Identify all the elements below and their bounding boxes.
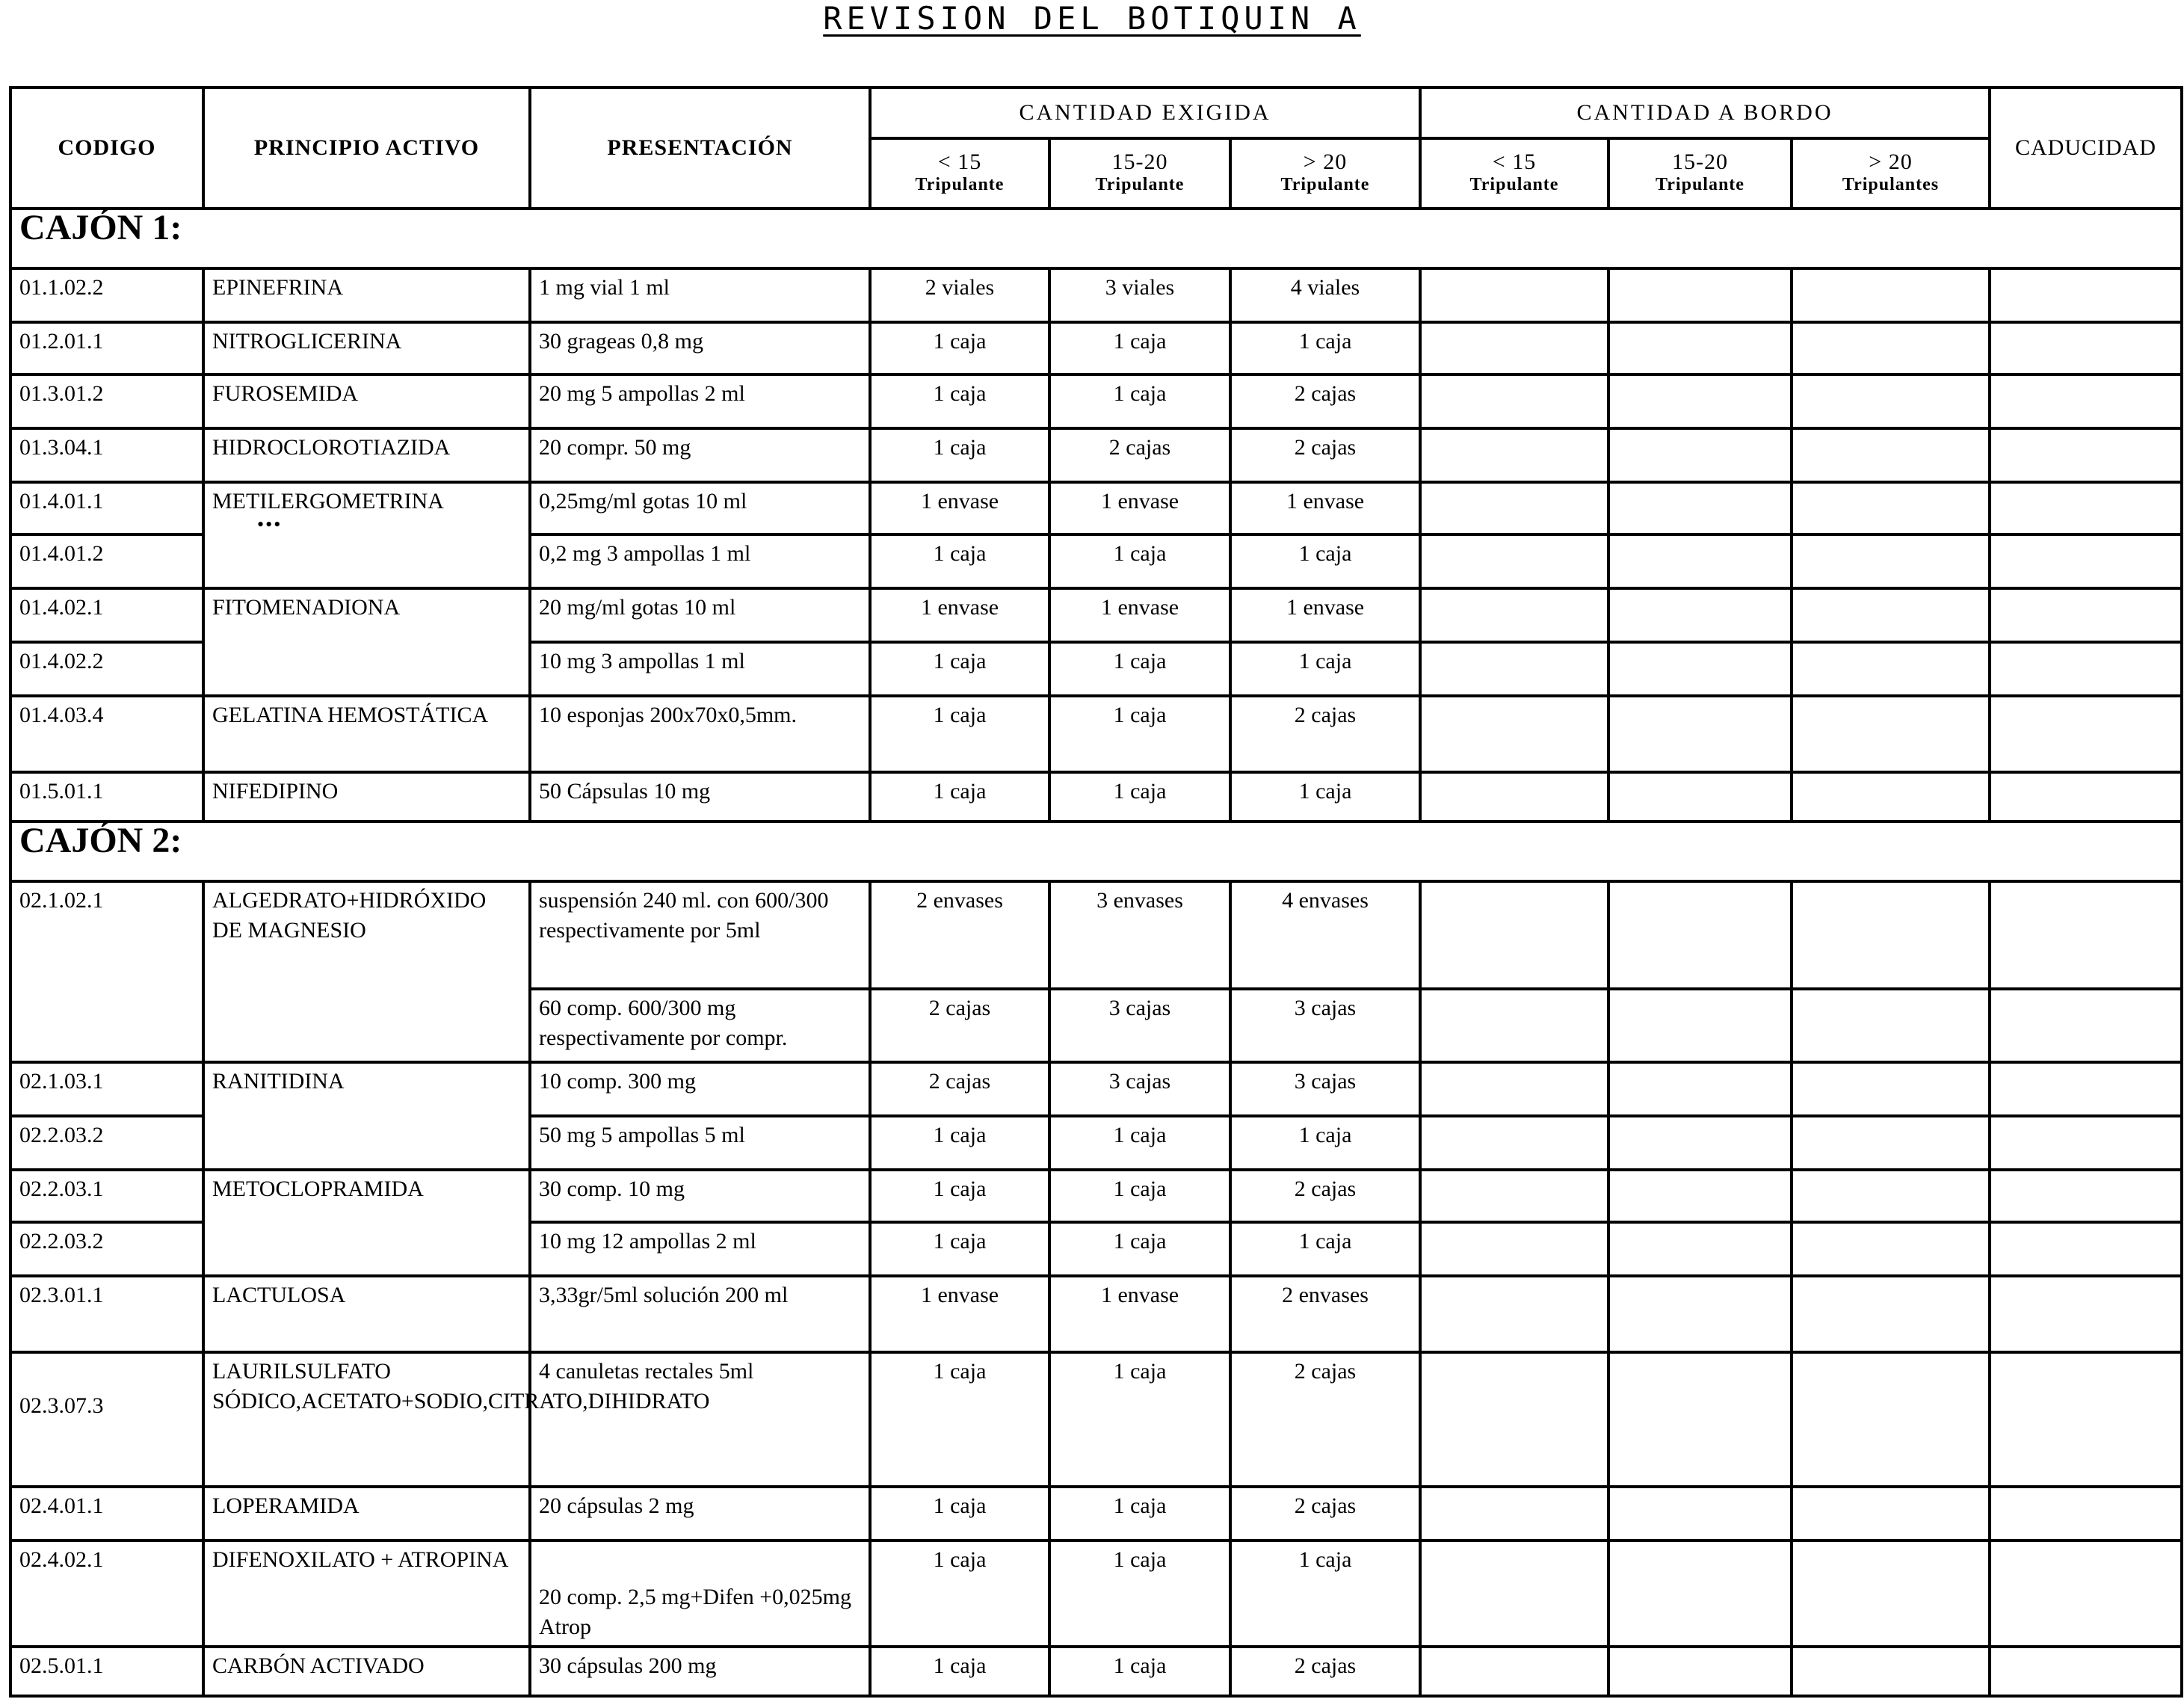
cell-exigida-15-20: 1 caja <box>1049 696 1230 772</box>
header-presentacion: PRESENTACIÓN <box>530 87 870 209</box>
page-title <box>0 0 2184 37</box>
cell-bordo-15-20[interactable] <box>1608 428 1792 482</box>
cell-bordo-gt20[interactable] <box>1792 482 1990 534</box>
cell-bordo-15-20[interactable] <box>1608 268 1792 322</box>
cell-bordo-gt20[interactable] <box>1792 1276 1990 1352</box>
cell-caducidad[interactable] <box>1990 1647 2182 1696</box>
cell-caducidad[interactable] <box>1990 1487 2182 1541</box>
table-row <box>10 1647 2182 1696</box>
cell-bordo-15-20[interactable] <box>1608 588 1792 642</box>
cell-code: 02.3.07.3 <box>10 1352 203 1487</box>
cell-exigida-gt20: 1 envase <box>1230 482 1420 534</box>
cell-bordo-lt15[interactable] <box>1420 268 1608 322</box>
cell-caducidad[interactable] <box>1990 1222 2182 1276</box>
cell-bordo-15-20[interactable] <box>1608 1487 1792 1541</box>
cell-principio: CARBÓN ACTIVADO <box>203 1647 530 1696</box>
cell-bordo-gt20[interactable] <box>1792 1647 1990 1696</box>
table-row <box>10 696 2182 772</box>
cell-code: 02.5.01.1 <box>10 1647 203 1696</box>
cell-bordo-15-20[interactable] <box>1608 482 1792 534</box>
cell-bordo-15-20[interactable] <box>1608 374 1792 428</box>
cell-presentacion: 10 mg 12 ampollas 2 ml <box>530 1222 870 1276</box>
cell-presentacion: 0,25mg/ml gotas 10 ml <box>530 482 870 534</box>
cell-caducidad[interactable] <box>1990 1352 2182 1487</box>
cell-bordo-gt20[interactable] <box>1792 772 1990 821</box>
cell-bordo-lt15[interactable] <box>1420 374 1608 428</box>
cell-bordo-15-20[interactable] <box>1608 642 1792 696</box>
cell-bordo-gt20[interactable] <box>1792 428 1990 482</box>
cell-exigida-15-20: 2 cajas <box>1049 428 1230 482</box>
cell-exigida-gt20: 2 cajas <box>1230 374 1420 428</box>
cell-bordo-15-20[interactable] <box>1608 1062 1792 1116</box>
cell-caducidad[interactable] <box>1990 881 2182 989</box>
cell-bordo-lt15[interactable] <box>1420 1647 1608 1696</box>
cell-principio: LACTULOSA <box>203 1276 530 1352</box>
header-label: Tripulante <box>1656 175 1745 194</box>
cell-caducidad[interactable] <box>1990 268 2182 322</box>
header-exigida-lt15 <box>870 138 1049 209</box>
cell-exigida-15-20: 1 envase <box>1049 588 1230 642</box>
cell-bordo-gt20[interactable] <box>1792 881 1990 989</box>
cell-code: 02.1.02.1 <box>10 881 203 1062</box>
cell-exigida-lt15: 1 caja <box>870 1487 1049 1541</box>
cell-bordo-lt15[interactable] <box>1420 1541 1608 1647</box>
cell-exigida-15-20: 1 caja <box>1049 772 1230 821</box>
cell-caducidad[interactable] <box>1990 1116 2182 1170</box>
cell-bordo-gt20[interactable] <box>1792 374 1990 428</box>
cell-exigida-gt20: 2 cajas <box>1230 696 1420 772</box>
cell-bordo-lt15[interactable] <box>1420 989 1608 1062</box>
header-label: Tripulante <box>1095 175 1185 194</box>
cell-presentacion: 20 comp. 2,5 mg+Difen +0,025mg Atrop <box>530 1541 870 1647</box>
cell-caducidad[interactable] <box>1990 642 2182 696</box>
cell-bordo-lt15[interactable] <box>1420 428 1608 482</box>
cell-exigida-15-20: 1 caja <box>1049 534 1230 588</box>
cell-bordo-lt15[interactable] <box>1420 588 1608 642</box>
cell-code: 02.3.01.1 <box>10 1276 203 1352</box>
cell-principio: METOCLOPRAMIDA <box>203 1170 530 1276</box>
cell-bordo-15-20[interactable] <box>1608 772 1792 821</box>
medicine-kit-table <box>9 86 2183 1698</box>
cell-code: 02.1.03.1 <box>10 1062 203 1116</box>
cell-presentacion: 1 mg vial 1 ml <box>530 268 870 322</box>
cell-exigida-gt20: 1 caja <box>1230 772 1420 821</box>
cell-principio: NITROGLICERINA <box>203 322 530 374</box>
cell-exigida-15-20: 1 envase <box>1049 1276 1230 1352</box>
cell-caducidad[interactable] <box>1990 696 2182 772</box>
table-row <box>10 322 2182 374</box>
cell-bordo-lt15[interactable] <box>1420 1222 1608 1276</box>
header-label: Tripulantes <box>1842 175 1940 194</box>
table-row <box>10 1170 2182 1222</box>
cell-code: 01.4.03.4 <box>10 696 203 772</box>
cell-exigida-lt15: 1 caja <box>870 322 1049 374</box>
cell-exigida-15-20: 1 caja <box>1049 642 1230 696</box>
cell-presentacion: 20 mg 5 ampollas 2 ml <box>530 374 870 428</box>
cell-exigida-15-20: 1 caja <box>1049 1352 1230 1487</box>
cell-bordo-15-20[interactable] <box>1608 1541 1792 1647</box>
cell-exigida-15-20: 3 cajas <box>1049 1062 1230 1116</box>
cell-bordo-gt20[interactable] <box>1792 989 1990 1062</box>
cell-bordo-lt15[interactable] <box>1420 1170 1608 1222</box>
cell-exigida-15-20: 1 caja <box>1049 1647 1230 1696</box>
cell-exigida-15-20: 3 viales <box>1049 268 1230 322</box>
header-label: Tripulante <box>915 175 1005 194</box>
header-label: Tripulante <box>1280 175 1370 194</box>
cell-bordo-gt20[interactable] <box>1792 1116 1990 1170</box>
table-row <box>10 1276 2182 1352</box>
table-row <box>10 374 2182 428</box>
cell-presentacion: 20 cápsulas 2 mg <box>530 1487 870 1541</box>
cell-presentacion: 30 comp. 10 mg <box>530 1170 870 1222</box>
header-exigida-15-20 <box>1049 138 1230 209</box>
cell-exigida-lt15: 1 caja <box>870 374 1049 428</box>
cell-presentacion: 50 mg 5 ampollas 5 ml <box>530 1116 870 1170</box>
cell-bordo-lt15[interactable] <box>1420 772 1608 821</box>
cell-presentacion: 4 canuletas rectales 5ml <box>530 1352 870 1487</box>
cell-bordo-lt15[interactable] <box>1420 1062 1608 1116</box>
drawer-2 <box>10 821 2182 1696</box>
cell-exigida-gt20: 2 cajas <box>1230 1352 1420 1487</box>
cell-principio: FITOMENADIONA <box>203 588 530 696</box>
cell-principio: EPINEFRINA <box>203 268 530 322</box>
cell-bordo-gt20[interactable] <box>1792 322 1990 374</box>
cell-principio: RANITIDINA <box>203 1062 530 1170</box>
cell-code: 01.4.01.1 <box>10 482 203 534</box>
cell-code: 01.3.04.1 <box>10 428 203 482</box>
cell-principio <box>203 482 530 588</box>
cell-exigida-gt20: 3 cajas <box>1230 1062 1420 1116</box>
header-principio-activo: PRINCIPIO ACTIVO <box>203 87 530 209</box>
table-header <box>10 87 2182 209</box>
cell-bordo-15-20[interactable] <box>1608 1276 1792 1352</box>
header-num: 15-20 <box>1672 149 1728 174</box>
cell-bordo-lt15[interactable] <box>1420 1352 1608 1487</box>
cell-presentacion: 30 cápsulas 200 mg <box>530 1647 870 1696</box>
cell-exigida-lt15: 1 caja <box>870 534 1049 588</box>
cell-code: 02.2.03.2 <box>10 1116 203 1170</box>
cell-bordo-lt15[interactable] <box>1420 1276 1608 1352</box>
cell-exigida-lt15: 1 envase <box>870 482 1049 534</box>
cell-bordo-lt15[interactable] <box>1420 322 1608 374</box>
cell-bordo-15-20[interactable] <box>1608 1352 1792 1487</box>
table-row <box>10 588 2182 642</box>
cell-code: 01.2.01.1 <box>10 322 203 374</box>
header-num: > 20 <box>1303 149 1348 174</box>
cell-exigida-15-20: 1 caja <box>1049 1170 1230 1222</box>
cell-principio: GELATINA HEMOSTÁTICA <box>203 696 530 772</box>
cell-code: 01.4.02.1 <box>10 588 203 642</box>
cell-presentacion: 20 compr. 50 mg <box>530 428 870 482</box>
cell-exigida-15-20: 1 caja <box>1049 1541 1230 1647</box>
cell-caducidad[interactable] <box>1990 772 2182 821</box>
cell-bordo-15-20[interactable] <box>1608 1170 1792 1222</box>
header-cantidad-exigida: CANTIDAD EXIGIDA <box>870 87 1420 138</box>
cell-exigida-gt20: 4 viales <box>1230 268 1420 322</box>
cell-code: 01.1.02.2 <box>10 268 203 322</box>
cell-caducidad[interactable] <box>1990 1541 2182 1647</box>
cell-exigida-lt15: 1 envase <box>870 588 1049 642</box>
table-row <box>10 428 2182 482</box>
section-title: CAJÓN 1: <box>10 209 2182 268</box>
cell-caducidad[interactable] <box>1990 1170 2182 1222</box>
cell-exigida-gt20: 2 cajas <box>1230 1170 1420 1222</box>
header-exigida-gt20 <box>1230 138 1420 209</box>
cell-code: 02.2.03.1 <box>10 1170 203 1222</box>
cell-bordo-gt20[interactable] <box>1792 1062 1990 1116</box>
cell-exigida-gt20: 4 envases <box>1230 881 1420 989</box>
cell-exigida-gt20: 1 caja <box>1230 642 1420 696</box>
table-row <box>10 1541 2182 1647</box>
cell-caducidad[interactable] <box>1990 1062 2182 1116</box>
cell-exigida-lt15: 1 caja <box>870 1116 1049 1170</box>
cell-bordo-15-20[interactable] <box>1608 696 1792 772</box>
cell-exigida-15-20: 1 caja <box>1049 1116 1230 1170</box>
header-cantidad-a-bordo: CANTIDAD A BORDO <box>1420 87 1990 138</box>
cell-bordo-15-20[interactable] <box>1608 881 1792 989</box>
cell-principio: FUROSEMIDA <box>203 374 530 428</box>
cell-exigida-lt15: 1 caja <box>870 1352 1049 1487</box>
cell-bordo-15-20[interactable] <box>1608 1647 1792 1696</box>
cell-bordo-gt20[interactable] <box>1792 534 1990 588</box>
cell-caducidad[interactable] <box>1990 322 2182 374</box>
cell-exigida-lt15: 1 envase <box>870 1276 1049 1352</box>
cell-bordo-gt20[interactable] <box>1792 588 1990 642</box>
header-bordo-gt20 <box>1792 138 1990 209</box>
cell-presentacion: 60 comp. 600/300 mg respectivamente por compr. <box>530 989 870 1062</box>
cell-presentacion: 0,2 mg 3 ampollas 1 ml <box>530 534 870 588</box>
cell-principio: DIFENOXILATO + ATROPINA <box>203 1541 530 1647</box>
cell-bordo-gt20[interactable] <box>1792 1222 1990 1276</box>
section-title: CAJÓN 2: <box>10 821 2182 881</box>
cell-bordo-lt15[interactable] <box>1420 1116 1608 1170</box>
cell-code: 01.5.01.1 <box>10 772 203 821</box>
cell-code: 02.4.01.1 <box>10 1487 203 1541</box>
drawer-1 <box>10 209 2182 821</box>
cell-exigida-gt20: 1 envase <box>1230 588 1420 642</box>
cell-principio: NIFEDIPINO <box>203 772 530 821</box>
cell-caducidad[interactable] <box>1990 1276 2182 1352</box>
cell-exigida-gt20: 1 caja <box>1230 1541 1420 1647</box>
header-num: < 15 <box>937 149 982 174</box>
table-row <box>10 881 2182 989</box>
cell-caducidad[interactable] <box>1990 374 2182 428</box>
cell-bordo-gt20[interactable] <box>1792 642 1990 696</box>
cell-principio: ALGEDRATO+HIDRÓXIDO DE MAGNESIO <box>203 881 530 1062</box>
cell-bordo-gt20[interactable] <box>1792 696 1990 772</box>
cell-bordo-lt15[interactable] <box>1420 881 1608 989</box>
header-num: < 15 <box>1492 149 1537 174</box>
cell-presentacion: 10 esponjas 200x70x0,5mm. <box>530 696 870 772</box>
cell-caducidad[interactable] <box>1990 588 2182 642</box>
cell-bordo-lt15[interactable] <box>1420 696 1608 772</box>
cell-exigida-gt20: 2 cajas <box>1230 1487 1420 1541</box>
table-row <box>10 1062 2182 1116</box>
cell-exigida-gt20: 2 cajas <box>1230 1647 1420 1696</box>
cell-exigida-lt15: 2 cajas <box>870 1062 1049 1116</box>
cell-exigida-lt15: 2 viales <box>870 268 1049 322</box>
cell-bordo-lt15[interactable] <box>1420 1487 1608 1541</box>
cell-exigida-15-20: 1 caja <box>1049 1222 1230 1276</box>
header-num: 15-20 <box>1111 149 1168 174</box>
cell-caducidad[interactable] <box>1990 989 2182 1062</box>
cell-presentacion: 10 comp. 300 mg <box>530 1062 870 1116</box>
cell-exigida-gt20: 1 caja <box>1230 1222 1420 1276</box>
cell-bordo-gt20[interactable] <box>1792 1352 1990 1487</box>
cell-exigida-15-20: 3 envases <box>1049 881 1230 989</box>
cell-caducidad[interactable] <box>1990 428 2182 482</box>
cell-bordo-15-20[interactable] <box>1608 989 1792 1062</box>
table-row <box>10 268 2182 322</box>
table-row <box>10 1352 2182 1487</box>
cell-bordo-15-20[interactable] <box>1608 1116 1792 1170</box>
cell-code: 01.4.02.2 <box>10 642 203 696</box>
header-label: Tripulante <box>1469 175 1559 194</box>
header-codigo: CODIGO <box>10 87 203 209</box>
cell-exigida-gt20: 1 caja <box>1230 1116 1420 1170</box>
cell-exigida-15-20: 3 cajas <box>1049 989 1230 1062</box>
cell-exigida-lt15: 2 envases <box>870 881 1049 989</box>
cell-exigida-15-20: 1 caja <box>1049 374 1230 428</box>
cell-presentacion: suspensión 240 ml. con 600/300 respectivamente por 5ml <box>530 881 870 989</box>
table-row <box>10 772 2182 821</box>
cell-presentacion: 20 mg/ml gotas 10 ml <box>530 588 870 642</box>
cell-code: 02.4.02.1 <box>10 1541 203 1647</box>
table-row <box>10 1487 2182 1541</box>
cell-code: 01.4.01.2 <box>10 534 203 588</box>
header-bordo-15-20 <box>1608 138 1792 209</box>
cell-caducidad[interactable] <box>1990 482 2182 534</box>
cell-caducidad[interactable] <box>1990 534 2182 588</box>
cell-bordo-gt20[interactable] <box>1792 1487 1990 1541</box>
cell-exigida-15-20: 1 caja <box>1049 1487 1230 1541</box>
cell-bordo-gt20[interactable] <box>1792 1170 1990 1222</box>
cell-exigida-gt20: 2 cajas <box>1230 428 1420 482</box>
header-caducidad: CADUCIDAD <box>1990 87 2182 209</box>
dots-mark: ••• <box>257 514 283 535</box>
table-row <box>10 482 2182 534</box>
cell-exigida-lt15: 1 caja <box>870 696 1049 772</box>
cell-exigida-gt20: 1 caja <box>1230 534 1420 588</box>
principio-text: METILERGOMETRINA <box>212 489 444 514</box>
cell-exigida-gt20: 1 caja <box>1230 322 1420 374</box>
cell-exigida-lt15: 1 caja <box>870 642 1049 696</box>
cell-presentacion: 3,33gr/5ml solución 200 ml <box>530 1276 870 1352</box>
cell-exigida-lt15: 2 cajas <box>870 989 1049 1062</box>
cell-presentacion: 50 Cápsulas 10 mg <box>530 772 870 821</box>
cell-bordo-gt20[interactable] <box>1792 268 1990 322</box>
cell-code: 01.3.01.2 <box>10 374 203 428</box>
cell-presentacion: 10 mg 3 ampollas 1 ml <box>530 642 870 696</box>
cell-exigida-lt15: 1 caja <box>870 1541 1049 1647</box>
cell-exigida-lt15: 1 caja <box>870 1647 1049 1696</box>
cell-principio: LOPERAMIDA <box>203 1487 530 1541</box>
header-num: > 20 <box>1869 149 1913 174</box>
cell-exigida-gt20: 3 cajas <box>1230 989 1420 1062</box>
cell-exigida-lt15: 1 caja <box>870 1170 1049 1222</box>
cell-presentacion: 30 grageas 0,8 mg <box>530 322 870 374</box>
cell-exigida-15-20: 1 caja <box>1049 322 1230 374</box>
header-bordo-lt15 <box>1420 138 1608 209</box>
cell-exigida-lt15: 1 caja <box>870 1222 1049 1276</box>
cell-bordo-lt15[interactable] <box>1420 482 1608 534</box>
cell-bordo-15-20[interactable] <box>1608 322 1792 374</box>
cell-principio: HIDROCLOROTIAZIDA <box>203 428 530 482</box>
cell-principio: LAURILSULFATO SÓDICO,ACETATO+SODIO,CITRATO,DIHIDRATO <box>203 1352 530 1487</box>
cell-exigida-gt20: 2 envases <box>1230 1276 1420 1352</box>
cell-bordo-gt20[interactable] <box>1792 1541 1990 1647</box>
cell-code: 02.2.03.2 <box>10 1222 203 1276</box>
cell-bordo-lt15[interactable] <box>1420 642 1608 696</box>
cell-bordo-lt15[interactable] <box>1420 534 1608 588</box>
cell-bordo-15-20[interactable] <box>1608 534 1792 588</box>
cell-exigida-lt15: 1 caja <box>870 772 1049 821</box>
cell-exigida-lt15: 1 caja <box>870 428 1049 482</box>
cell-exigida-15-20: 1 envase <box>1049 482 1230 534</box>
page-title-text: REVISION DEL BOTIQUIN A <box>823 0 1361 37</box>
cell-bordo-15-20[interactable] <box>1608 1222 1792 1276</box>
